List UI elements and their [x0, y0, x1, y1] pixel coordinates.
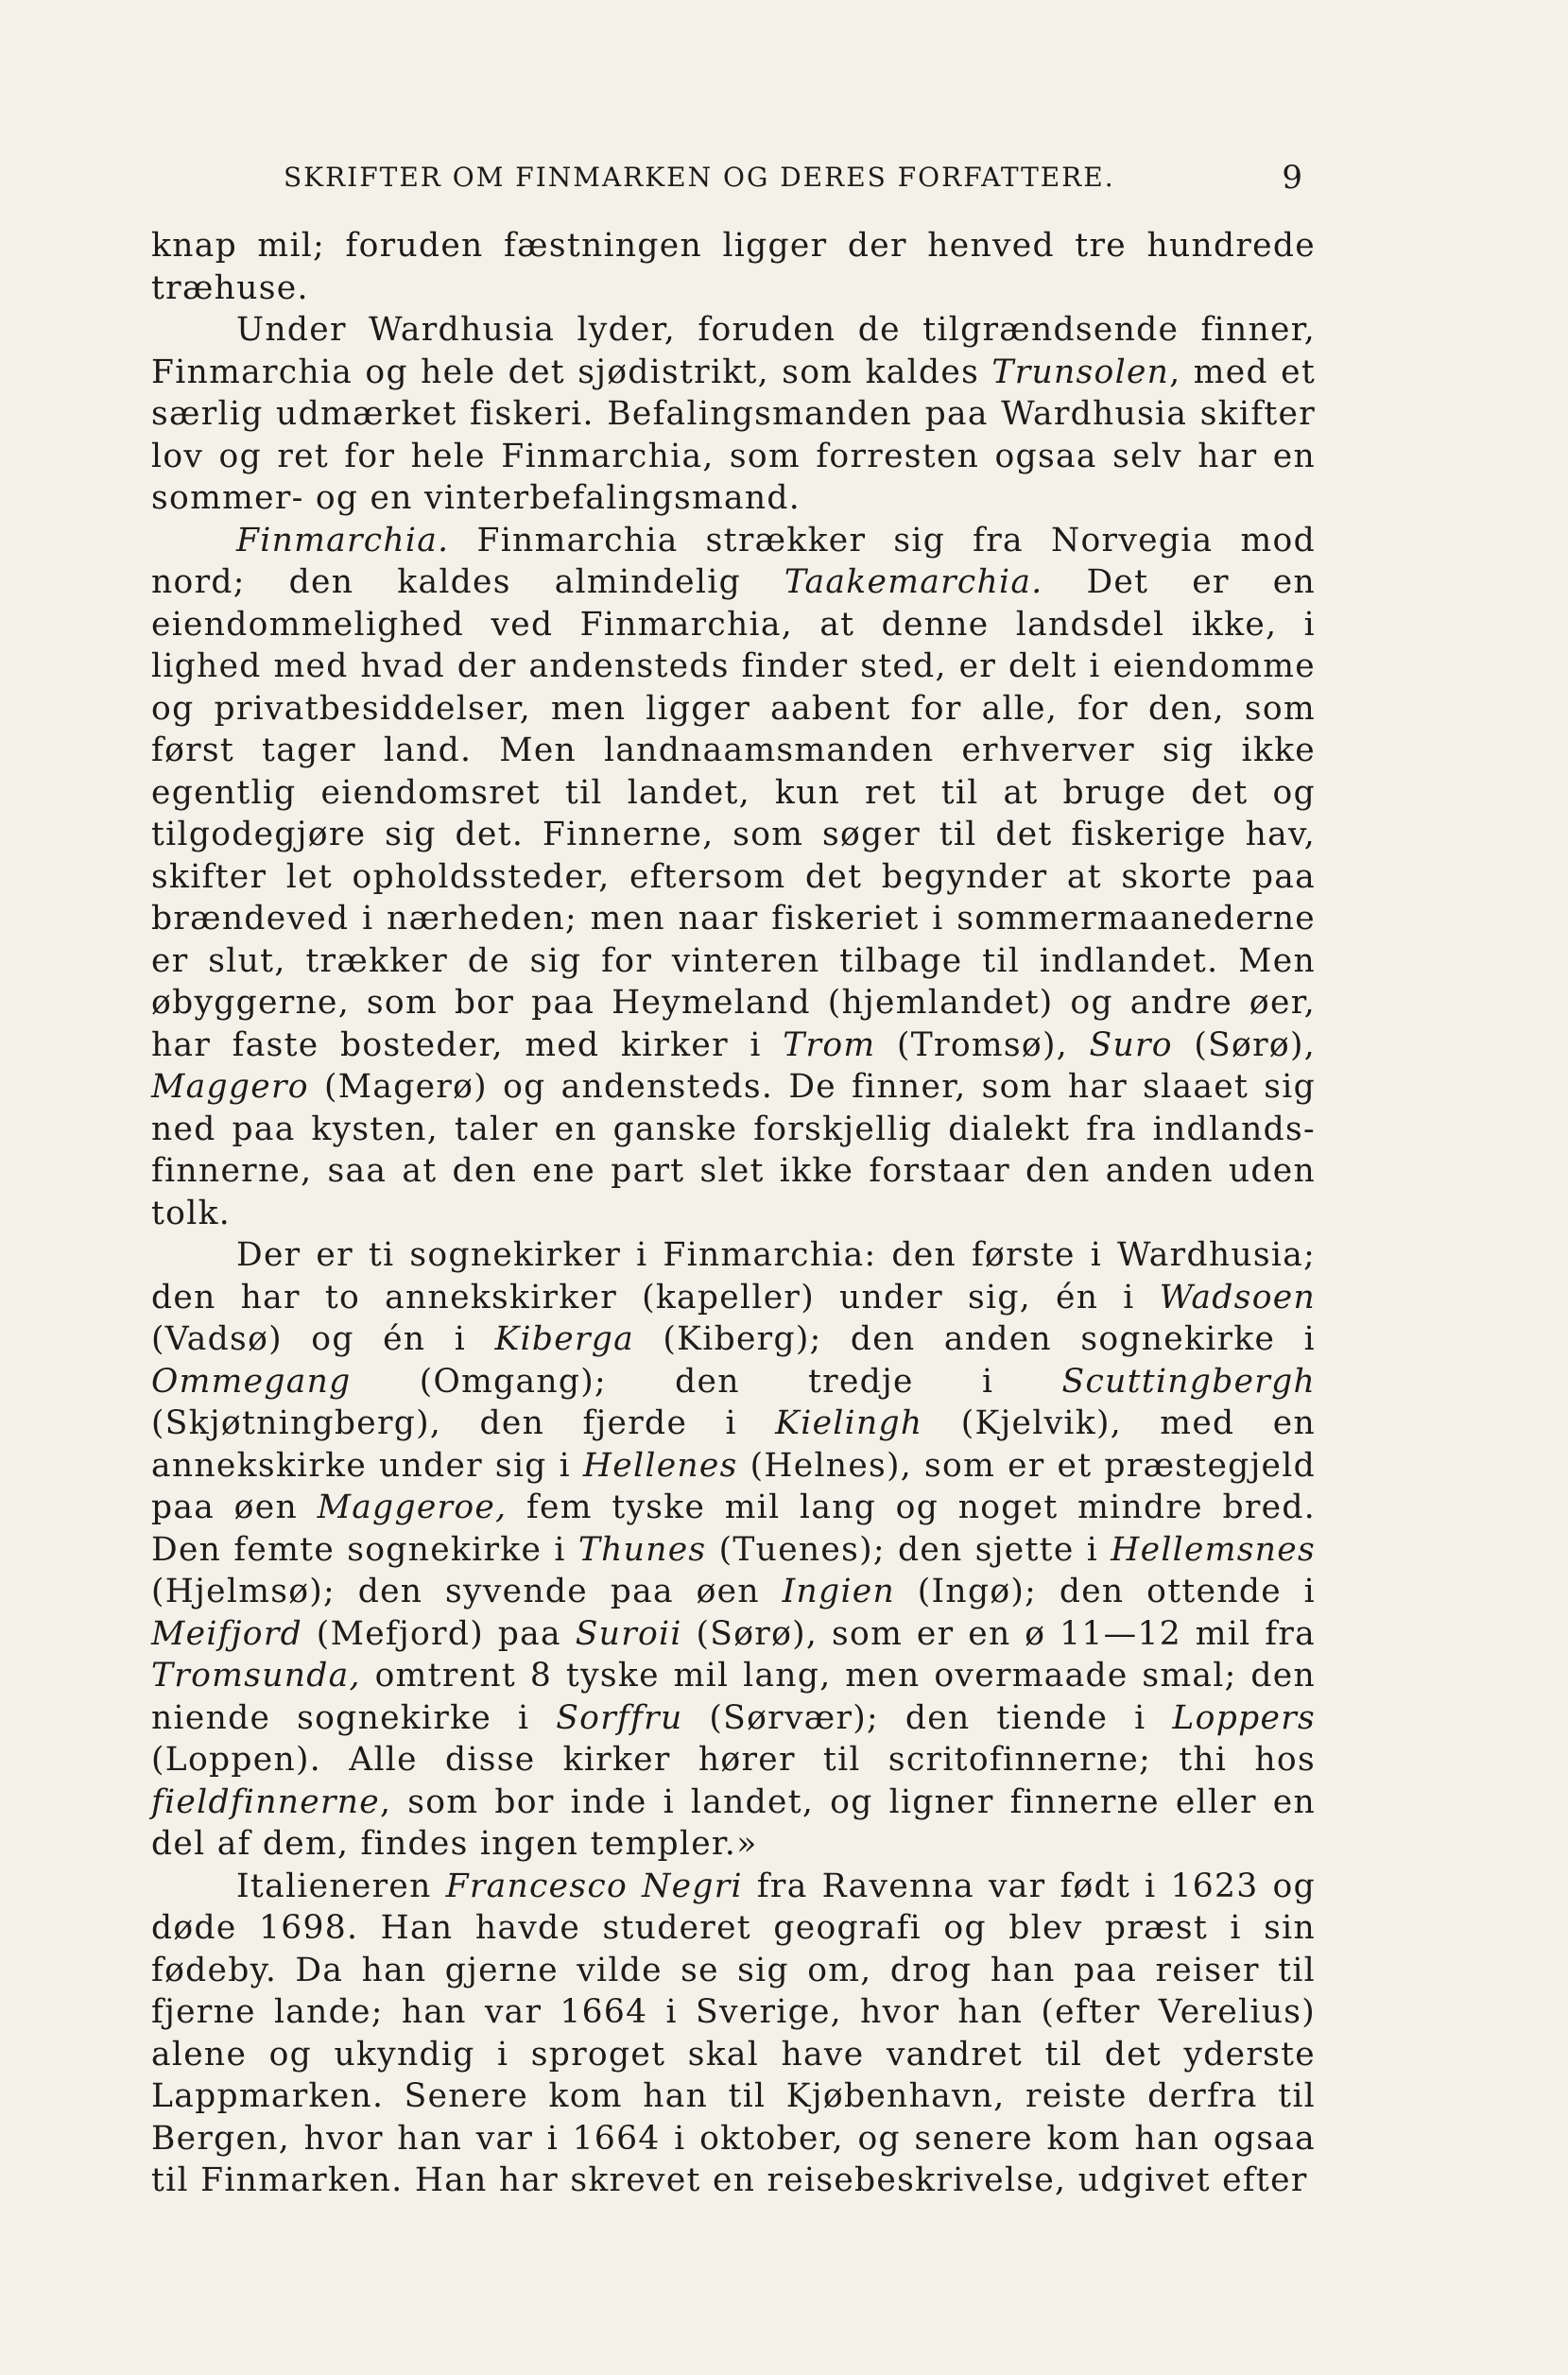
- text-run: (Magerø) og andensteds. De finner, som har slaaet sig ned paa kysten, taler en ganske forskjellig dialekt fra indlands-finnerne, saa at den ene part slet ikke forstaar den anden uden tolk.: [151, 1068, 1316, 1232]
- text-run: (Kjelvik), med en annekskirke under sig i: [151, 1404, 1316, 1485]
- text-run: (Loppen). Alle disse kirker hører til scritofinnerne; thi hos: [151, 1741, 1316, 1779]
- text-run: (Sørvær); den tiende i: [682, 1698, 1173, 1737]
- text-run: (Sørø), som er en ø 11—12 mil fra: [681, 1614, 1316, 1653]
- italic-run: fieldfinnerne: [151, 1782, 381, 1821]
- paragraph: [151, 309, 1316, 520]
- text-run: (Vadsø) og én i: [151, 1320, 495, 1358]
- italic-run: Kiberga: [494, 1320, 635, 1358]
- italic-run: Meifjord: [151, 1614, 302, 1653]
- text-run: (Ingø); den ottende i: [895, 1573, 1316, 1610]
- italic-run: Sorffru: [556, 1698, 683, 1737]
- text-run: (Sørø),: [1172, 1025, 1317, 1064]
- text-run: knap mil; foruden fæstningen ligger der henved tre hundrede træhuse.: [151, 227, 1316, 307]
- italic-run: Kielingh: [775, 1404, 923, 1442]
- italic-run: Wadsoen: [1159, 1278, 1316, 1317]
- text-run: (Tuenes); den sjette i: [706, 1530, 1111, 1569]
- text-run: fra Ravenna var født i 1623 og døde 1698. Han havde studeret geografi og blev præst i sin fødeby. Da han gjerne vilde se sig om, drog han paa reiser til fjerne lande; han var 1664 i Sverige, hvor han (efter Verelius) alene og ukyndig i sproget skal have vandret til det yderste Lappmarken. Senere kom han til Kjøbenhavn, reiste derfra til Bergen, hvor han var i 1664 i oktober, og senere kom han ogsaa til Finmarken. Han har skrevet en reisebeskrivelse, udgivet efter: [151, 1867, 1316, 2199]
- text-run: (Kiberg); den anden sognekirke i: [634, 1320, 1316, 1358]
- italic-run: Hellenes: [582, 1446, 738, 1485]
- text-run: Det er en eiendommelighed ved Finmarchia, at denne landsdel ikke, i lighed med hvad der andensteds finder sted, er delt i eiendomme og privatbesiddelser, men ligger aabent for alle, for den, som først tager land. Men landnaamsmanden erhverver sig ikke egentlig eiendomsret til landet, kun ret til at bruge det og tilgodegjøre sig det. Finnerne, som søger til det fiskerige hav, skifter let opholdssteder, eftersom det begynder at skorte paa brændeved i nærheden; men naar fiskeriet i sommermaanederne er slut, trækker de sig for vinteren tilbage til indlandet. Men øbyggerne, som bor paa Heymeland (hjemlandet) og andre øer, har faste bosteder, med kirker i: [151, 563, 1316, 1064]
- page-number: 9: [1282, 159, 1304, 197]
- paragraph: [151, 1234, 1316, 1866]
- italic-run: Maggero: [151, 1068, 309, 1106]
- italic-run: Suro: [1089, 1025, 1173, 1064]
- paragraph: [151, 520, 1316, 1235]
- paragraph: [151, 1866, 1316, 2202]
- text-run: Italieneren: [236, 1867, 446, 1905]
- italic-run: Scuttingbergh: [1061, 1362, 1316, 1401]
- text-run: (Helnes), som er et præstegjeld paa øen: [151, 1446, 1316, 1526]
- text-run: (Skjøtningberg), den fjerde i: [151, 1404, 776, 1442]
- italic-run: Suroii: [575, 1614, 682, 1653]
- text-run: omtrent 8 tyske mil lang, men overmaade smal; den niende sognekirke i: [151, 1657, 1316, 1737]
- body-text: [151, 225, 1316, 2202]
- text-run: (Hjelmsø); den syvende paa øen: [151, 1573, 783, 1610]
- text-run: fem tyske mil lang og noget mindre bred. Den femte sognekirke i: [151, 1489, 1316, 1569]
- text-run: , som bor inde i landet, og ligner finnerne eller en del af dem, findes ingen templer.»: [151, 1782, 1316, 1863]
- italic-run: Taakemarchia.: [784, 563, 1043, 601]
- italic-run: Finmarchia.: [236, 521, 450, 559]
- running-header: [284, 156, 1304, 199]
- italic-run: Trunsolen: [991, 353, 1170, 391]
- italic-run: Ingien: [782, 1573, 896, 1610]
- italic-run: Francesco Negri: [445, 1867, 743, 1905]
- text-run: Der er ti sognekirker i Finmarchia: den første i Wardhusia; den har to annekskirker (kapeller) under sig, én i: [151, 1236, 1316, 1317]
- text-run: (Tromsø),: [875, 1025, 1090, 1064]
- italic-run: Hellemsnes: [1111, 1530, 1316, 1569]
- italic-run: Ommegang: [151, 1362, 352, 1401]
- italic-run: Maggeroe,: [317, 1489, 508, 1526]
- text-run: , med et særlig udmærket fiskeri. Befalingsmanden paa Wardhusia skifter lov og ret for hele Finmarchia, som forresten ogsaa selv har en sommer- og en vinterbefalingsmand.: [151, 353, 1317, 517]
- italic-run: Tromsunda,: [151, 1657, 361, 1695]
- italic-run: Thunes: [577, 1530, 707, 1569]
- paragraph: [151, 225, 1316, 309]
- text-run: Finmarchia strækker sig fra Norvegia mod nord; den kaldes almindelig: [151, 521, 1316, 601]
- italic-run: Trom: [783, 1025, 876, 1064]
- text-run: (Mefjord) paa: [302, 1614, 576, 1653]
- text-run: Under Wardhusia lyder, foruden de tilgrændsende finner, Finmarchia og hele det sjødistrikt, som kaldes: [151, 311, 1316, 391]
- italic-run: Loppers: [1172, 1698, 1316, 1737]
- text-run: (Omgang); den tredje i: [351, 1362, 1062, 1401]
- running-title: SKRIFTER OM FINMARKEN OG DERES FORFATTERE.: [284, 162, 1115, 193]
